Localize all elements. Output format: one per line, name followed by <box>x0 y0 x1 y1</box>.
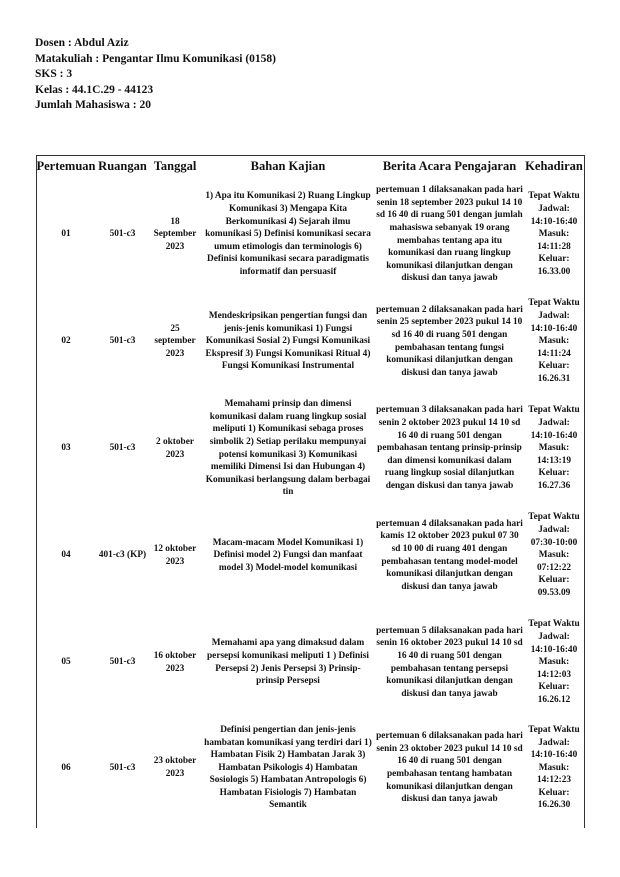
cell-berita-acara: pertemuan 2 dilaksanakan pada hari senin 25 september 2023 pukul 14 10 sd 16 40 di ruang 501 dengan pembahasan tentang fungsi komunikasi dilanjutkan dengan diskusi dan tanya jawab <box>376 304 523 378</box>
cell-tanggal: 2 oktober 2023 <box>156 436 194 460</box>
column-header-bahan-kajian: Bahan Kajian <box>250 159 326 173</box>
cell-berita-acara: pertemuan 4 dilaksanakan pada hari kamis 12 oktober 2023 pukul 07 30 sd 10 00 di ruang 401 dengan pembahasan tentang model-model komunikasi dilanjutkan dengan diskusi dan tanya jawab <box>376 518 523 592</box>
cell-bahan-kajian: Macam-macam Model Komunikasi 1) Definisi model 2) Fungsi dan manfaat model 3) Model-model komunikasi <box>212 537 364 573</box>
dosen-line: Dosen : Abdul Aziz <box>35 37 129 49</box>
cell-bahan-kajian: Memahami apa yang dimaksud dalam persepsi komunikasi meliputi 1 ) Definisi Persepsi 2) Jenis Persepsi 3) Prinsip-prinsip Persepsi <box>207 638 369 687</box>
column-header-berita-acara: Berita Acara Pengajaran <box>382 159 517 173</box>
document-header <box>35 36 276 114</box>
matakuliah-line: Matakuliah : Pengantar Ilmu Komunikasi (0158) <box>35 52 276 65</box>
cell-tanggal: 12 oktober 2023 <box>153 543 197 567</box>
table-row <box>36 288 584 395</box>
table-right-border <box>584 156 585 828</box>
cell-pertemuan: 03 <box>61 443 71 454</box>
cell-bahan-kajian: Definisi pengertian dan jenis-jenis hambatan komunikasi yang terdiri dari 1) Hambatan Fisik 2) Hambatan Jarak 3) Hambatan Psikologis 4) Hambatan Sosiologis 5) Hambatan Antropologis 6) Hambatan Fisiologis 7) Hambatan Semantik <box>204 724 372 811</box>
cell-bahan-kajian: Memahami prinsip dan dimensi komunikasi dalam ruang lingkup sosial meliputi 1) Komunikasi sebaga proses simbolik 2) Setiap perilaku mempunyai potensi komunikasi 3) Komunikasi memiliki Dimensi Isi dan Hubungan 4) Komunikasi berlangsung dalam berbagai tin <box>205 399 371 498</box>
cell-pertemuan: 02 <box>61 336 71 347</box>
column-header-ruangan: Ruangan <box>98 159 147 173</box>
cell-ruangan: 401-c3 (KP) <box>98 550 147 561</box>
cell-tanggal: 18 September 2023 <box>153 216 197 252</box>
cell-berita-acara: pertemuan 6 dilaksanakan pada hari senin 23 oktober 2023 pukul 14 10 sd 16 40 di ruang 501 dengan pembahasan tentang hambatan komunikasi dilanjutkan dengan diskusi dan tanya jawab <box>376 731 523 805</box>
table-row <box>36 609 584 716</box>
cell-ruangan: 501-c3 <box>109 336 136 347</box>
cell-kehadiran: Tepat Waktu Jadwal: 14:10-16:40 Masuk: 14:13:19 Keluar: 16.27.36 <box>528 405 580 491</box>
cell-kehadiran: Tepat Waktu Jadwal: 14:10-16:40 Masuk: 14:11:28 Keluar: 16.33.00 <box>528 191 580 277</box>
table-row <box>36 502 584 609</box>
cell-kehadiran: Tepat Waktu Jadwal: 14:10-16:40 Masuk: 14:12:23 Keluar: 16.26.30 <box>528 724 580 811</box>
cell-kehadiran: Tepat Waktu Jadwal: 14:10-16:40 Masuk: 14:11:24 Keluar: 16.26.31 <box>528 298 580 384</box>
cell-bahan-kajian: Mendeskripsikan pengertian fungsi dan jenis-jenis komunikasi 1) Fungsi Komunikasi Sosial 2) Fungsi Komunikasi Ekspresif 3) Fungsi Komunikasi Ritual 4) Fungsi Komunikasi Instrumental <box>205 311 371 372</box>
cell-tanggal: 16 oktober 2023 <box>153 650 197 674</box>
kelas-line: Kelas : 44.1C.29 - 44123 <box>35 83 154 96</box>
cell-kehadiran: Tepat Waktu Jadwal: 07:30-10:00 Masuk: 07:12:22 Keluar: 09.53.09 <box>528 512 580 598</box>
cell-ruangan: 501-c3 <box>109 443 136 454</box>
jumlah-mahasiswa-line: Jumlah Mahasiswa : 20 <box>35 99 151 111</box>
cell-ruangan: 501-c3 <box>109 229 136 240</box>
cell-berita-acara: pertemuan 5 dilaksanakan pada hari senin 16 oktober 2023 pukul 14 10 sd 16 40 di ruang 501 dengan pembahasan tentang persepsi komunikasi dilanjutkan dengan diskusi dan tanya jawab <box>376 625 523 699</box>
cell-ruangan: 501-c3 <box>109 657 136 668</box>
table-row <box>36 395 584 502</box>
cell-berita-acara: pertemuan 1 dilaksanakan pada hari senin 18 september 2023 pukul 14 10 sd 16 40 di ruang 501 dengan jumlah mahasiswa sebanyak 19 orang membahas tentang apa itu komunikasi dan ruang lingkup komunikasi dilanjutkan dengan diskusi dan tanya jawab <box>376 185 523 284</box>
cell-ruangan: 501-c3 <box>109 762 136 773</box>
cell-pertemuan: 01 <box>61 229 71 240</box>
table-header-row <box>36 156 584 181</box>
column-header-kehadiran: Kehadiran <box>525 159 583 173</box>
column-header-tanggal: Tanggal <box>153 159 197 173</box>
cell-bahan-kajian: 1) Apa itu Komunikasi 2) Ruang Lingkup Komunikasi 3) Mengapa Kita Berkomunikasi 4) Sejarah ilmu komunikasi 5) Definisi komunikasi secara umum etimologis dan terminologis 6) Definisi komunikasi secara paradigmatis informatif dan persuasif <box>205 191 371 277</box>
berita-acara-table <box>36 156 584 820</box>
column-header-pertemuan: Pertemuan <box>36 159 96 173</box>
cell-pertemuan: 06 <box>61 762 71 773</box>
cell-kehadiran: Tepat Waktu Jadwal: 14:10-16:40 Masuk: 14:12:03 Keluar: 16.26.12 <box>528 619 580 705</box>
table-row <box>36 716 584 820</box>
cell-tanggal: 25 september 2023 <box>154 323 196 359</box>
cell-pertemuan: 05 <box>61 657 71 668</box>
cell-pertemuan: 04 <box>61 550 71 561</box>
sks-line: SKS : 3 <box>35 68 73 80</box>
cell-berita-acara: pertemuan 3 dilaksanakan pada hari senin 2 oktober 2023 pukul 14 10 sd 16 40 di ruang 501 dengan pembahasan tentang prinsip-prinsip dan dimensi komunikasi dalam ruang lingkup sosial dilanjutkan dengan diskusi dan tanya jawab <box>376 405 523 491</box>
cell-tanggal: 23 oktober 2023 <box>153 756 197 779</box>
table-row <box>36 181 584 288</box>
